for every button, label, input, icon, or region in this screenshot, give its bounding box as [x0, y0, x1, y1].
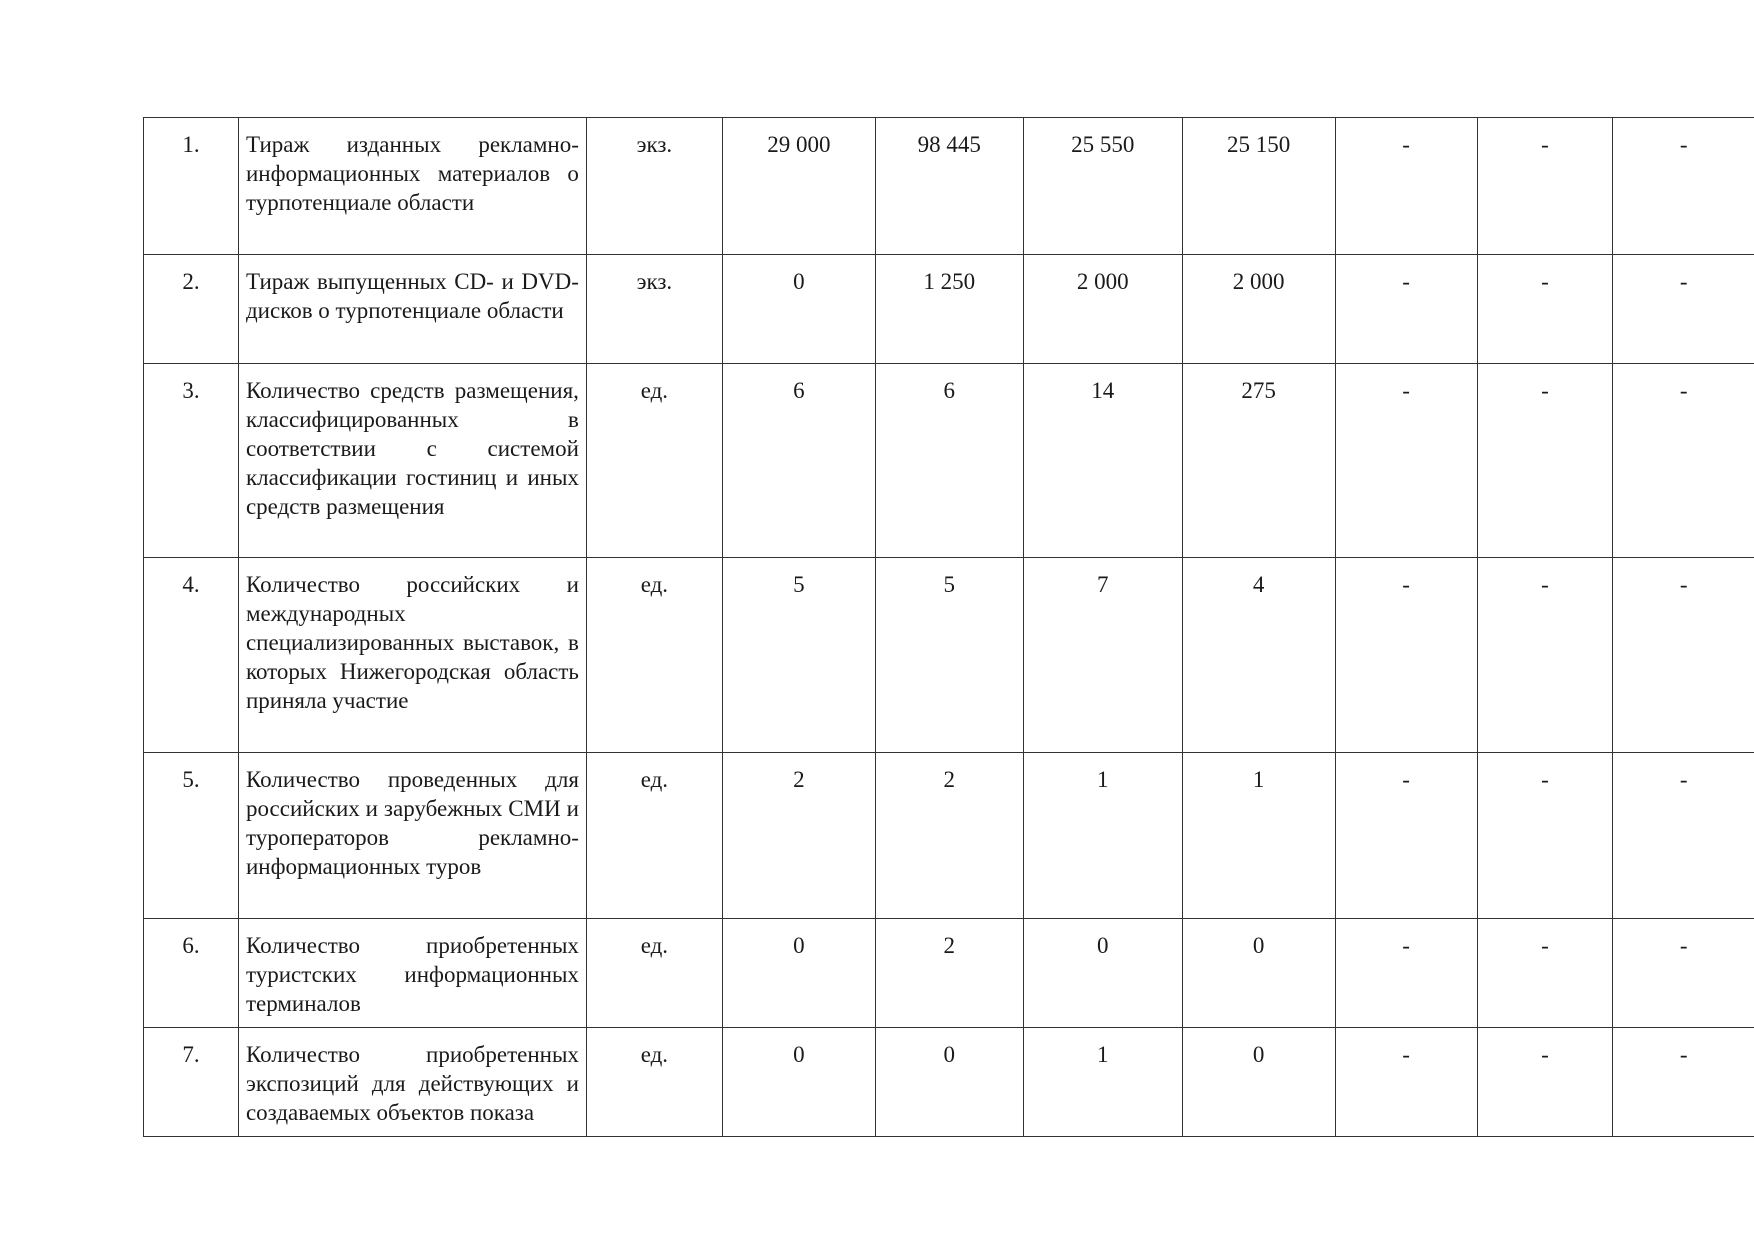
dash-cell: -	[1335, 753, 1477, 919]
value-cell: 2	[875, 753, 1023, 919]
dash-cell: -	[1477, 753, 1613, 919]
value-cell: 5	[875, 558, 1023, 753]
value-cell: 14	[1023, 364, 1182, 558]
dash-cell: -	[1613, 364, 1754, 558]
value-cell: 1	[1182, 753, 1335, 919]
unit-cell: ед.	[586, 753, 722, 919]
value-cell: 2 000	[1023, 255, 1182, 364]
value-cell: 0	[1023, 919, 1182, 1028]
value-cell: 6	[722, 364, 875, 558]
dash-cell: -	[1613, 558, 1754, 753]
dash-cell: -	[1613, 1028, 1754, 1137]
row-number: 5.	[144, 753, 239, 919]
dash-cell: -	[1335, 364, 1477, 558]
table-row	[144, 919, 1754, 1028]
unit-cell: ед.	[586, 558, 722, 753]
dash-cell: -	[1477, 1028, 1613, 1137]
dash-cell: -	[1613, 255, 1754, 364]
dash-cell: -	[1335, 919, 1477, 1028]
dash-cell: -	[1613, 919, 1754, 1028]
dash-cell: -	[1477, 118, 1613, 255]
indicators-table	[143, 117, 1754, 1137]
value-cell: 2	[875, 919, 1023, 1028]
value-cell: 1 250	[875, 255, 1023, 364]
indicator-name: Тираж выпущенных CD- и DVD-дисков о турпотенциале области	[238, 255, 586, 364]
value-cell: 275	[1182, 364, 1335, 558]
table-row	[144, 558, 1754, 753]
table-row	[144, 364, 1754, 558]
indicator-name: Количество российских и международных специализированных выставок, в которых Нижегородская область приняла участие	[238, 558, 586, 753]
unit-cell: ед.	[586, 364, 722, 558]
dash-cell: -	[1477, 919, 1613, 1028]
row-number: 6.	[144, 919, 239, 1028]
table-row	[144, 753, 1754, 919]
dash-cell: -	[1335, 558, 1477, 753]
indicator-name: Количество приобретенных экспозиций для действующих и создаваемых объектов показа	[238, 1028, 586, 1137]
indicator-name: Количество средств размещения, классифицированных в соответствии с системой классификации гостиниц и иных средств размещения	[238, 364, 586, 558]
value-cell: 0	[722, 1028, 875, 1137]
value-cell: 2 000	[1182, 255, 1335, 364]
value-cell: 0	[722, 919, 875, 1028]
row-number: 4.	[144, 558, 239, 753]
value-cell: 0	[875, 1028, 1023, 1137]
value-cell: 5	[722, 558, 875, 753]
dash-cell: -	[1613, 118, 1754, 255]
value-cell: 29 000	[722, 118, 875, 255]
row-number: 2.	[144, 255, 239, 364]
value-cell: 98 445	[875, 118, 1023, 255]
indicator-name: Количество приобретенных туристских информационных терминалов	[238, 919, 586, 1028]
value-cell: 25 150	[1182, 118, 1335, 255]
value-cell: 7	[1023, 558, 1182, 753]
indicator-name: Количество проведенных для российских и зарубежных СМИ и туроператоров рекламно-информационных туров	[238, 753, 586, 919]
indicator-name: Тираж изданных рекламно-информационных материалов о турпотенциале области	[238, 118, 586, 255]
value-cell: 0	[722, 255, 875, 364]
row-number: 1.	[144, 118, 239, 255]
dash-cell: -	[1335, 255, 1477, 364]
value-cell: 0	[1182, 919, 1335, 1028]
table-row	[144, 118, 1754, 255]
value-cell: 1	[1023, 753, 1182, 919]
value-cell: 0	[1182, 1028, 1335, 1137]
dash-cell: -	[1477, 558, 1613, 753]
dash-cell: -	[1335, 1028, 1477, 1137]
unit-cell: экз.	[586, 255, 722, 364]
table-row	[144, 255, 1754, 364]
value-cell: 4	[1182, 558, 1335, 753]
dash-cell: -	[1335, 118, 1477, 255]
value-cell: 2	[722, 753, 875, 919]
dash-cell: -	[1477, 364, 1613, 558]
dash-cell: -	[1613, 753, 1754, 919]
unit-cell: ед.	[586, 1028, 722, 1137]
value-cell: 25 550	[1023, 118, 1182, 255]
dash-cell: -	[1477, 255, 1613, 364]
unit-cell: ед.	[586, 919, 722, 1028]
row-number: 7.	[144, 1028, 239, 1137]
table-row	[144, 1028, 1754, 1137]
value-cell: 6	[875, 364, 1023, 558]
unit-cell: экз.	[586, 118, 722, 255]
row-number: 3.	[144, 364, 239, 558]
value-cell: 1	[1023, 1028, 1182, 1137]
